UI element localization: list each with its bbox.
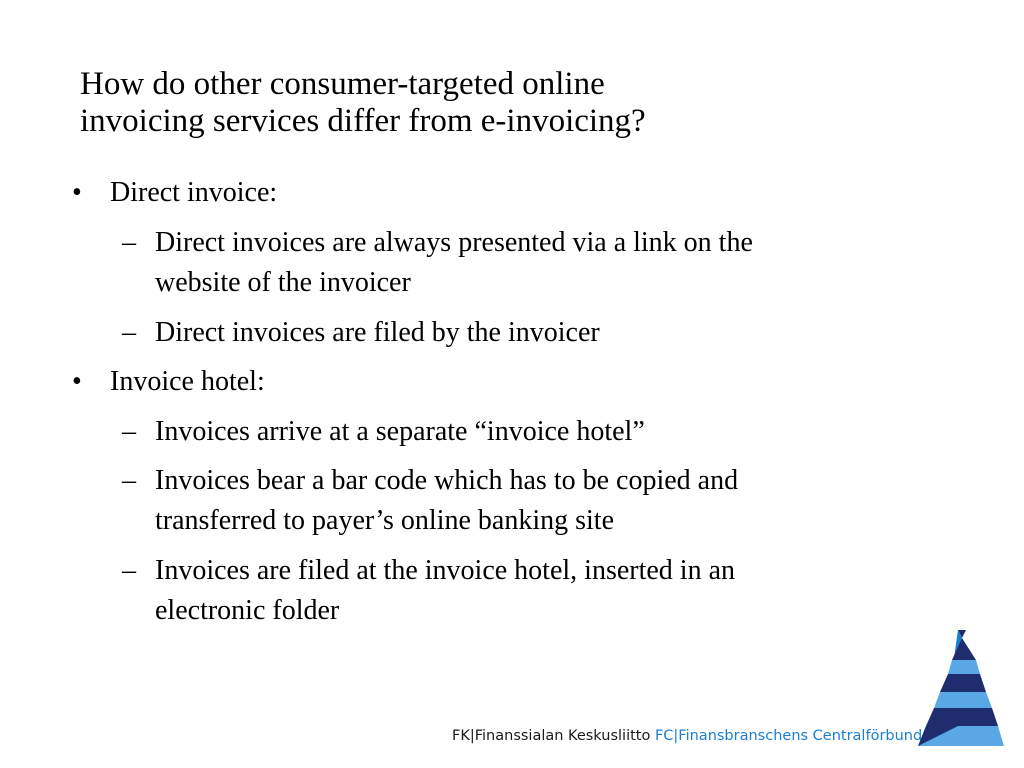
list-item-text: Direct invoices are always presented via a link on the [155, 227, 753, 258]
bullet-marker: • [72, 366, 82, 397]
list-item-text-continued: transferred to payer’s online banking site [155, 505, 615, 536]
dash-marker: – [122, 317, 136, 348]
list-item-text: Invoices arrive at a separate “invoice hotel” [155, 416, 645, 447]
slide-title-line-1: How do other consumer-targeted online [80, 66, 605, 102]
list-item-text: Invoices bear a bar code which has to be copied and [155, 465, 739, 496]
bullet-marker: • [72, 177, 82, 208]
section-heading-invoice-hotel: Invoice hotel: [110, 366, 265, 397]
footer-organization-names [452, 726, 922, 746]
slide-title-line-2: invoicing services differ from e-invoicing? [80, 103, 646, 139]
dash-marker: – [122, 416, 136, 447]
footer-fc-name: FC|Finansbranschens Centralförbund [654, 728, 923, 744]
list-item-text-continued: electronic folder [155, 595, 340, 626]
dash-marker: – [122, 555, 136, 586]
section-heading-direct-invoice: Direct invoice: [110, 177, 278, 208]
dash-marker: – [122, 465, 136, 496]
list-item-text-continued: website of the invoicer [155, 267, 411, 298]
dash-marker: – [122, 227, 136, 258]
footer-fk-name: FK|Finanssialan Keskusliitto [452, 728, 651, 744]
list-item-text: Invoices are filed at the invoice hotel, inserted in an [155, 555, 736, 586]
stacked-triangle-logo-icon [918, 630, 1004, 746]
list-item-text: Direct invoices are filed by the invoicer [155, 317, 600, 348]
